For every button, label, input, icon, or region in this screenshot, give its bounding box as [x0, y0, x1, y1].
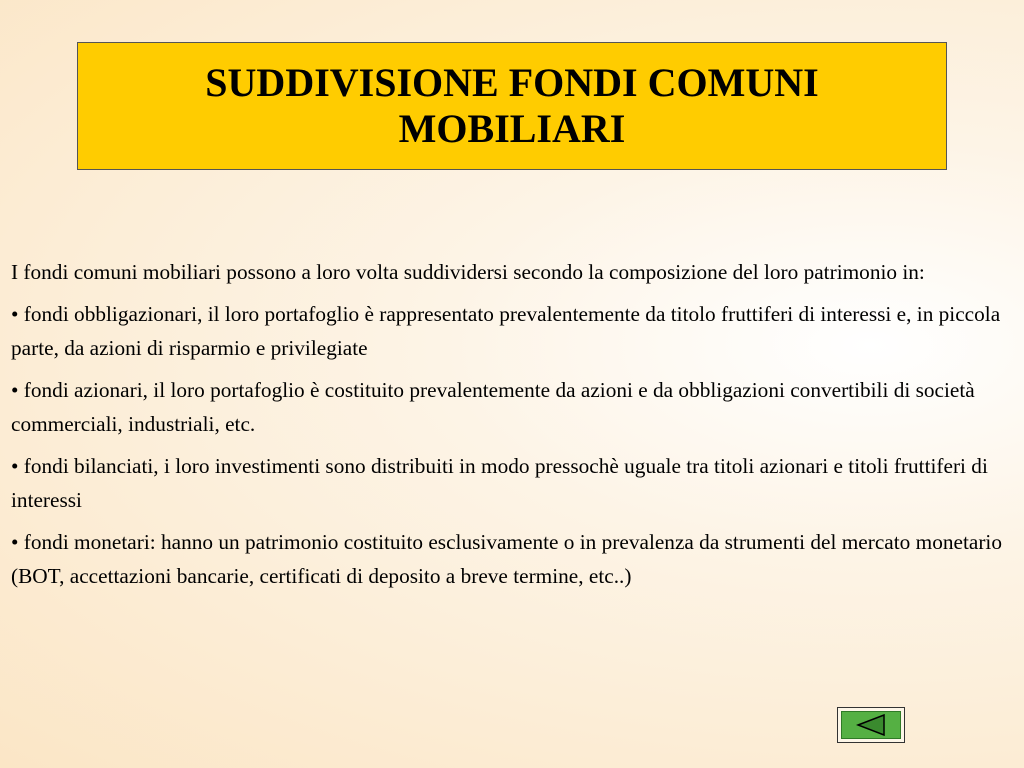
intro-paragraph: I fondi comuni mobiliari possono a loro volta suddividersi secondo la composizione del loro patrimonio in:: [11, 260, 925, 284]
bullet-equity-funds: • fondi azionari, il loro portafoglio è costituito prevalentemente da azioni e da obbligazioni convertibili di società commerciali, industriali, etc.: [11, 378, 975, 436]
title-box: [77, 42, 947, 170]
slide-title: SUDDIVISIONE FONDI COMUNI MOBILIARI: [205, 60, 819, 151]
bullet-money-market-funds: • fondi monetari: hanno un patrimonio costituito esclusivamente o in prevalenza da strumenti del mercato monetario (BOT, accettazioni bancarie, certificati di deposito a breve termine, etc..): [11, 530, 1002, 588]
bullet-bond-funds: • fondi obbligazionari, il loro portafoglio è rappresentato prevalentemente da titolo fruttiferi di interessi e, in piccola parte, da azioni di risparmio e privilegiate: [11, 302, 1001, 360]
bullet-balanced-funds: • fondi bilanciati, i loro investimenti sono distribuiti in modo pressochè uguale tra titoli azionari e titoli fruttiferi di interessi: [11, 454, 988, 512]
back-button-face[interactable]: [841, 711, 901, 739]
triangle-left-icon: [856, 714, 886, 736]
back-button[interactable]: [837, 707, 905, 743]
slide-body: [11, 255, 1013, 601]
